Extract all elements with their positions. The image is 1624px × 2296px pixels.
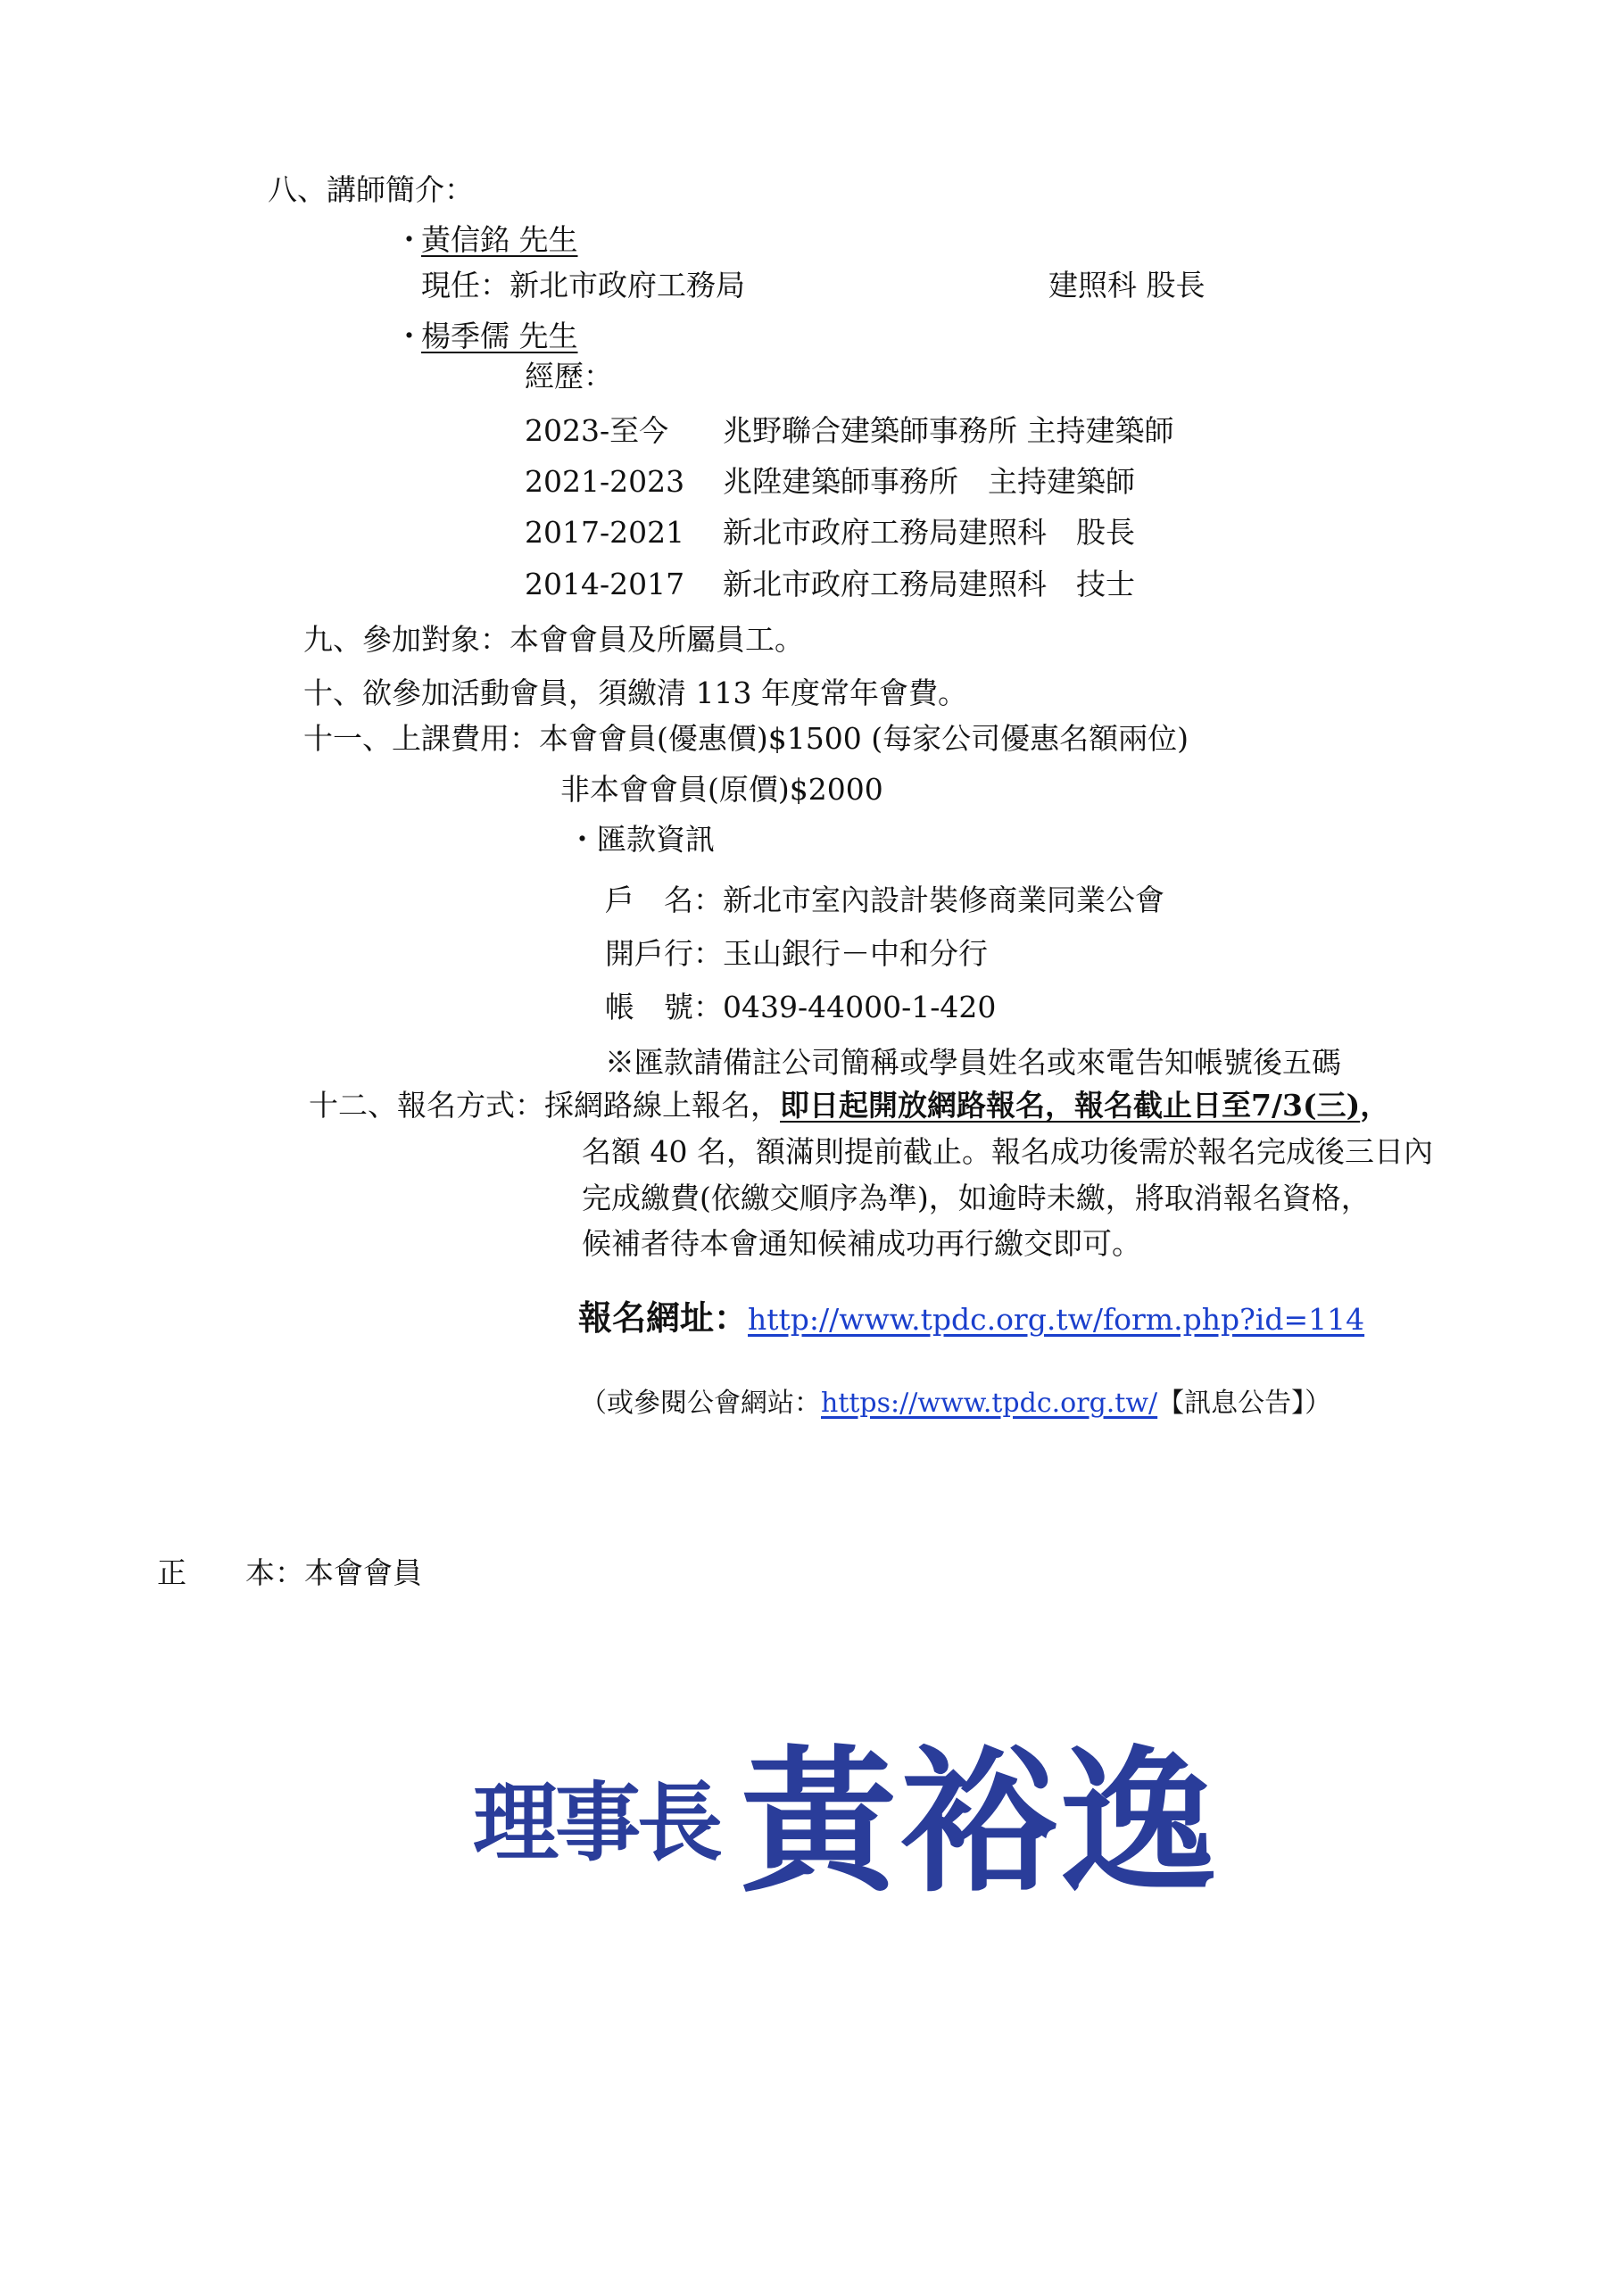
remit-account-name: 戶 名：新北市室內設計裝修商業同業公會 [605,883,1164,917]
section10-membership: 十、欲參加活動會員，須繳清 113 年度常年會費。 [303,676,967,710]
experience-desc: 新北市政府工務局建照科 技士 [723,567,1135,601]
recipient-value: 本會會員 [304,1555,422,1590]
association-website-line [580,1390,1331,1417]
experience-desc: 兆陞建築師事務所 主持建築師 [723,464,1135,499]
section8-heading: 八、講師簡介： [268,172,474,207]
section11-fee: 十一、上課費用：本會會員(優惠價)$1500 (每家公司優惠名額兩位) [303,721,1189,756]
signature-title: 理事長 [473,1772,719,1873]
website-suffix: 【訊息公告】） [1157,1388,1332,1419]
recipient-label: 正 本： [157,1555,304,1590]
website-prefix: （或參閱公會網站： [580,1388,821,1419]
experience-label: 經歷： [525,359,613,394]
section12-deadline: 即日起開放網路報名，報名截止日至7/3(三) [780,1088,1361,1123]
section12-prefix: 十二、報名方式：採網路線上報名， [309,1088,780,1123]
chairman-signature [464,1727,1267,1932]
lecturer1-position-title: 建照科 股長 [1048,268,1206,303]
association-website-link[interactable]: https://www.tpdc.org.tw/ [821,1388,1158,1419]
remit-bank: 開戶行：玉山銀行－中和分行 [605,936,988,971]
section12-line: 候補者待本會通知候補成功再行繳交即可。 [582,1226,1141,1261]
registration-url-line [578,1297,1365,1338]
registration-url-label: 報名網址： [578,1297,749,1338]
section12-suffix: ， [1360,1088,1390,1123]
section12-registration [309,1088,1390,1123]
section9-target: 九、參加對象：本會會員及所屬員工。 [303,622,804,657]
section11-nonmember-fee: 非本會會員(原價)$2000 [560,772,883,807]
section12-line: 名額 40 名，額滿則提前截止。報名成功後需於報名完成後三日內 [582,1134,1433,1169]
lecturer1-name: 黃信銘 先生 [421,222,578,257]
lecturer1-position: 現任：新北市政府工務局 [421,268,745,303]
signature-name: 黃裕逸 [741,1731,1220,1914]
experience-desc: 新北市政府工務局建照科 股長 [723,515,1135,550]
experience-desc: 兆野聯合建築師事務所 主持建築師 [723,413,1174,448]
remit-note: ※匯款請備註公司簡稱或學員姓名或來電告知帳號後五碼 [605,1045,1341,1080]
registration-url-link[interactable]: http://www.tpdc.org.tw/form.php?id=114 [748,1302,1365,1337]
experience-years: 2023-至今 [525,413,669,448]
remit-title: ・匯款資訊 [568,822,715,857]
recipient-line [157,1555,422,1590]
experience-years: 2021-2023 [525,464,685,499]
lecturer1-bullet: ・ [394,222,424,257]
experience-years: 2014-2017 [525,567,685,601]
lecturer2-bullet: ・ [394,319,424,353]
section12-line: 完成繳費(依繳交順序為準)，如逾時未繳，將取消報名資格， [582,1181,1371,1215]
experience-years: 2017-2021 [525,515,685,550]
lecturer2-name: 楊季儒 先生 [421,319,578,353]
remit-account-number: 帳 號：0439-44000-1-420 [605,990,997,1024]
